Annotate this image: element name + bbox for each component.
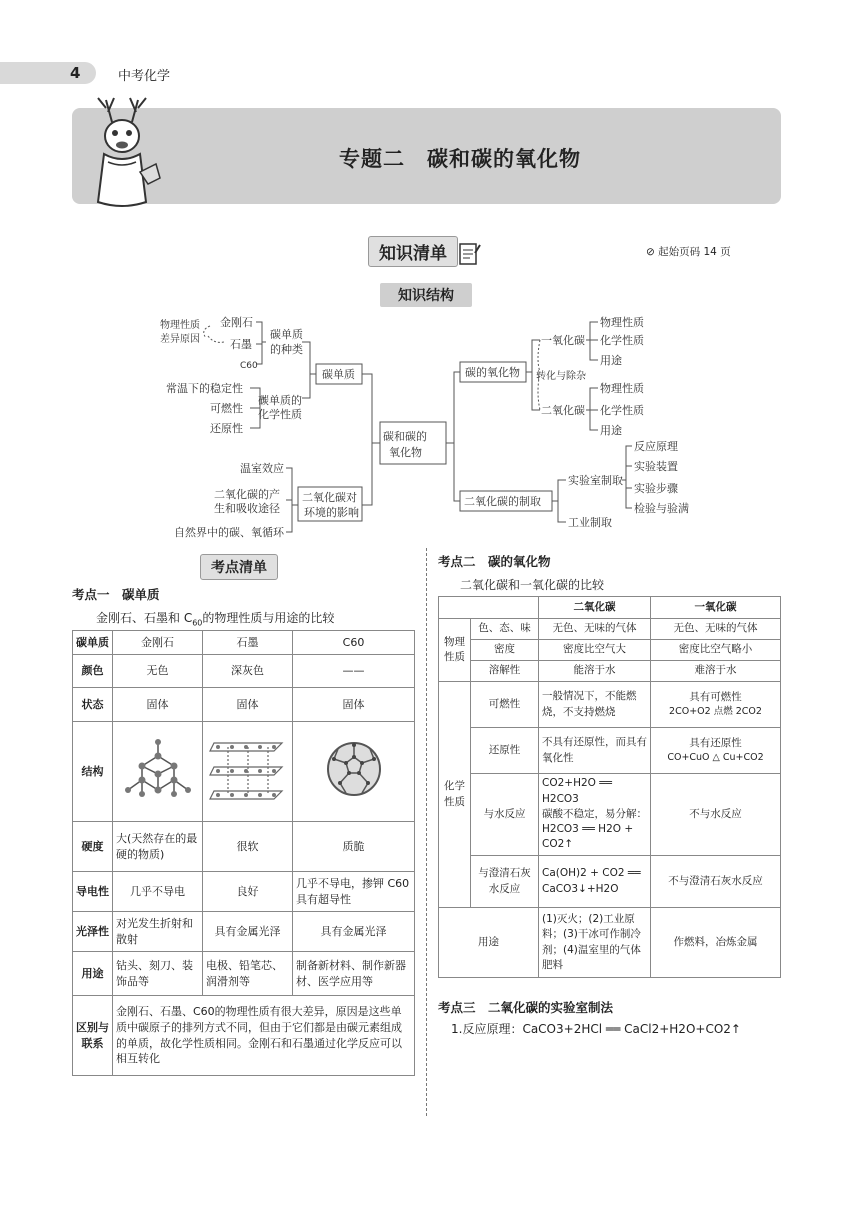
kp2-table xyxy=(438,596,781,978)
kp1-cell: 具有金属光泽 xyxy=(293,912,415,952)
kp1-title: 考点一 碳单质 xyxy=(72,587,160,602)
kp2-red-label: 还原性 xyxy=(471,728,539,774)
kp1-cell: 固体 xyxy=(113,688,203,722)
kp2-cell: 密度 xyxy=(471,640,539,661)
kp2-lime-co2: Ca(OH)2 + CO2 ══ CaCO3↓+H2O xyxy=(539,856,651,908)
mm-phys-diff-2: 差异原因 xyxy=(160,334,200,345)
kp2-red-co2: 不具有还原性，而具有氧化性 xyxy=(539,728,651,774)
kp1-header-0: 碳单质 xyxy=(73,631,113,655)
kp2-cell: 能溶于水 xyxy=(539,661,651,682)
c60-structure-cell xyxy=(293,722,415,822)
mm-types-1: 碳单质 xyxy=(270,328,303,341)
mm-produce-1: 二氧化碳的产 xyxy=(214,488,280,501)
mm-stable: 常温下的稳定性 xyxy=(166,382,243,395)
mm-steps: 实验步骤 xyxy=(634,482,678,495)
mm-co2-physical: 物理性质 xyxy=(600,382,644,395)
mm-co-chemical: 化学性质 xyxy=(600,334,644,347)
start-page-text: 起始页码 14 页 xyxy=(658,246,731,258)
kp1-cell: 几乎不导电 xyxy=(113,872,203,912)
mm-diamond: 金刚石 xyxy=(220,316,253,329)
graphite-structure-cell xyxy=(203,722,293,822)
kp2-use-co2: (1)灭火；(2)工业原料；(3)干冰可作制冷剂；(4)温室里的气体肥料 xyxy=(539,908,651,978)
kp1-cell: 深灰色 xyxy=(203,655,293,688)
kp1-cell: 大(天然存在的最硬的物质) xyxy=(113,822,203,872)
kp1-cell: 几乎不导电，掺钾 C60 具有超导性 xyxy=(293,872,415,912)
deer-mascot-icon xyxy=(84,92,164,214)
kp1-cell: 电极、铅笔芯、润滑剂等 xyxy=(203,952,293,996)
kp1-cell: 光泽性 xyxy=(73,912,113,952)
kp2-red-co-cell xyxy=(651,728,781,774)
mm-co: 一氧化碳 xyxy=(541,334,585,347)
kp2-water-co2-3: H2CO3 ══ H2O + CO2↑ xyxy=(542,823,634,851)
mm-co2-use: 用途 xyxy=(600,424,622,437)
kp3-principle: 1.反应原理：CaCO3+2HCl ══ CaCl2+H2O+CO2↑ xyxy=(451,1022,741,1036)
mm-co-physical: 物理性质 xyxy=(600,316,644,329)
kp1-cell: 导电性 xyxy=(73,872,113,912)
kp2-cell: 密度比空气大 xyxy=(539,640,651,661)
kp1-cell: 无色 xyxy=(113,655,203,688)
kp2-flam-co-eq: 2CO+O2 点燃 2CO2 xyxy=(669,706,762,718)
kp1-cell: 颜色 xyxy=(73,655,113,688)
kp2-use-label: 用途 xyxy=(439,908,539,978)
kp2-lime-co: 不与澄清石灰水反应 xyxy=(651,856,781,908)
mm-principle: 反应原理 xyxy=(634,440,678,453)
kp2-col-co: 一氧化碳 xyxy=(651,597,781,619)
kp1-header-1: 金刚石 xyxy=(113,631,203,655)
mm-prep: 二氧化碳的制取 xyxy=(464,495,541,508)
knowledge-mindmap xyxy=(0,300,860,550)
diamond-structure-cell xyxy=(113,722,203,822)
kp3-title: 考点三 二氧化碳的实验室制法 xyxy=(438,1000,614,1015)
mm-co-use: 用途 xyxy=(600,354,622,367)
kp1-cell: 用途 xyxy=(73,952,113,996)
mm-co2: 二氧化碳 xyxy=(541,404,585,417)
kp2-flam-label: 可燃性 xyxy=(471,682,539,728)
kp1-cell: 硬度 xyxy=(73,822,113,872)
kp1-caption-sub: 60 xyxy=(192,618,203,628)
kp2-phys-label: 物理性质 xyxy=(439,619,471,682)
mm-test: 检验与验满 xyxy=(634,502,689,515)
kp2-lime-label: 与澄清石灰水反应 xyxy=(471,856,539,908)
mm-chem-props-1: 碳单质的 xyxy=(258,394,302,407)
kp1-relation-text: 金刚石、石墨、C60的物理性质有很大差异，原因是这些单质中碳原子的排列方式不同，但由于它们都是由碳元素组成的单质，故化学性质相同。金刚石和石墨通过化学反应可以相互转化 xyxy=(113,996,415,1076)
kp2-cell: 无色、无味的气体 xyxy=(651,619,781,640)
kp2-use-co: 作燃料，冶炼金属 xyxy=(651,908,781,978)
kp2-cell: 难溶于水 xyxy=(651,661,781,682)
kp2-red-co: 具有还原性 xyxy=(689,737,742,749)
mm-graphite: 石墨 xyxy=(230,338,252,351)
kp2-water-co2-1: CO2+H2O ══ H2CO3 xyxy=(542,777,612,805)
kp1-cell: 对光发生折射和散射 xyxy=(113,912,203,952)
kp1-cell: 很软 xyxy=(203,822,293,872)
kp2-flam-co: 具有可燃性 xyxy=(689,691,742,703)
kp2-cell: 溶解性 xyxy=(471,661,539,682)
structure-subheading: 知识结构 xyxy=(380,283,472,307)
diamond-structure-icon xyxy=(120,734,196,804)
kp2-caption: 二氧化碳和一氧化碳的比较 xyxy=(460,578,605,592)
kp1-relation-label: 区别与联系 xyxy=(73,996,113,1076)
kp1-cell: —— xyxy=(293,655,415,688)
mm-phys-diff-1: 物理性质 xyxy=(160,320,200,331)
kp2-red-co-eq: CO+CuO △ Cu+CO2 xyxy=(667,752,764,764)
mm-center-1: 碳和碳的 xyxy=(383,430,427,443)
kp2-cell: 密度比空气略小 xyxy=(651,640,781,661)
kp1-cell: 钻头、刻刀、装饰品等 xyxy=(113,952,203,996)
mm-reducing: 还原性 xyxy=(210,422,243,435)
mm-chem-props-2: 化学性质 xyxy=(258,408,302,421)
mm-apparatus: 实验装置 xyxy=(634,460,678,473)
kp1-cell: 固体 xyxy=(203,688,293,722)
mm-c60: C60 xyxy=(240,361,258,371)
kp2-corner xyxy=(439,597,539,619)
page-ref-icon: ⊘ xyxy=(646,246,655,258)
mm-greenhouse: 温室效应 xyxy=(240,462,284,475)
mm-flammable: 可燃性 xyxy=(210,402,243,415)
chapter-title: 专题二 碳和碳的氧化物 xyxy=(339,147,581,171)
mm-lab: 实验室制取 xyxy=(568,474,623,487)
mm-oxides: 碳的氧化物 xyxy=(465,366,520,379)
kp1-cell: 质脆 xyxy=(293,822,415,872)
kp1-header-3: C60 xyxy=(293,631,415,655)
book-title: 中考化学 xyxy=(118,69,171,84)
kp1-header-2: 石墨 xyxy=(203,631,293,655)
kp2-cell: 色、态、味 xyxy=(471,619,539,640)
kp2-chem-label: 化学性质 xyxy=(439,682,471,908)
kp2-water-co: 不与水反应 xyxy=(651,774,781,856)
mm-carbon-element: 碳单质 xyxy=(322,368,355,381)
knowledge-list-label: 知识清单 xyxy=(368,236,458,267)
notebook-icon xyxy=(457,241,481,267)
graphite-structure-icon xyxy=(208,733,288,805)
kp2-col-co2: 二氧化碳 xyxy=(539,597,651,619)
kp1-cell: 具有金属光泽 xyxy=(203,912,293,952)
kp2-water-label: 与水反应 xyxy=(471,774,539,856)
mm-convert: 转化与除杂 xyxy=(536,371,586,382)
kp2-flam-co-cell xyxy=(651,682,781,728)
kp2-water-co2-cell xyxy=(539,774,651,856)
kp1-cell: 制备新材料、制作新器材、医学应用等 xyxy=(293,952,415,996)
kp2-water-co2-2: 碳酸不稳定，易分解： xyxy=(542,807,647,820)
kp1-table xyxy=(72,630,415,1076)
page-tab xyxy=(0,62,96,84)
column-divider xyxy=(426,548,427,1116)
mm-cycle: 自然界中的碳、氧循环 xyxy=(174,526,284,539)
kp1-cell: 固体 xyxy=(293,688,415,722)
mm-co2-env-1: 二氧化碳对 xyxy=(302,491,357,504)
mm-co2-chemical: 化学性质 xyxy=(600,404,644,417)
start-page xyxy=(646,244,731,259)
kp1-caption xyxy=(96,609,334,627)
kp2-flam-co2: 一般情况下，不能燃烧，不支持燃烧 xyxy=(539,682,651,728)
mm-co2-env-2: 环境的影响 xyxy=(304,506,359,519)
kp1-cell: 结构 xyxy=(73,722,113,822)
kp1-caption-pre: 金刚石、石墨和 C xyxy=(96,611,193,625)
kp1-cell: 状态 xyxy=(73,688,113,722)
kp1-caption-post: 的物理性质与用途的比较 xyxy=(202,611,335,625)
mm-produce-2: 生和吸收途径 xyxy=(214,502,280,515)
kp1-cell: 良好 xyxy=(203,872,293,912)
page-number: 4 xyxy=(70,64,81,82)
kp2-cell: 无色、无味的气体 xyxy=(539,619,651,640)
c60-structure-icon xyxy=(324,739,384,799)
mm-industry: 工业制取 xyxy=(568,516,612,529)
mm-types-2: 的种类 xyxy=(270,343,303,356)
kp2-title: 考点二 碳的氧化物 xyxy=(438,554,551,569)
mm-center-2: 氧化物 xyxy=(389,446,422,459)
exam-points-label: 考点清单 xyxy=(200,554,278,580)
